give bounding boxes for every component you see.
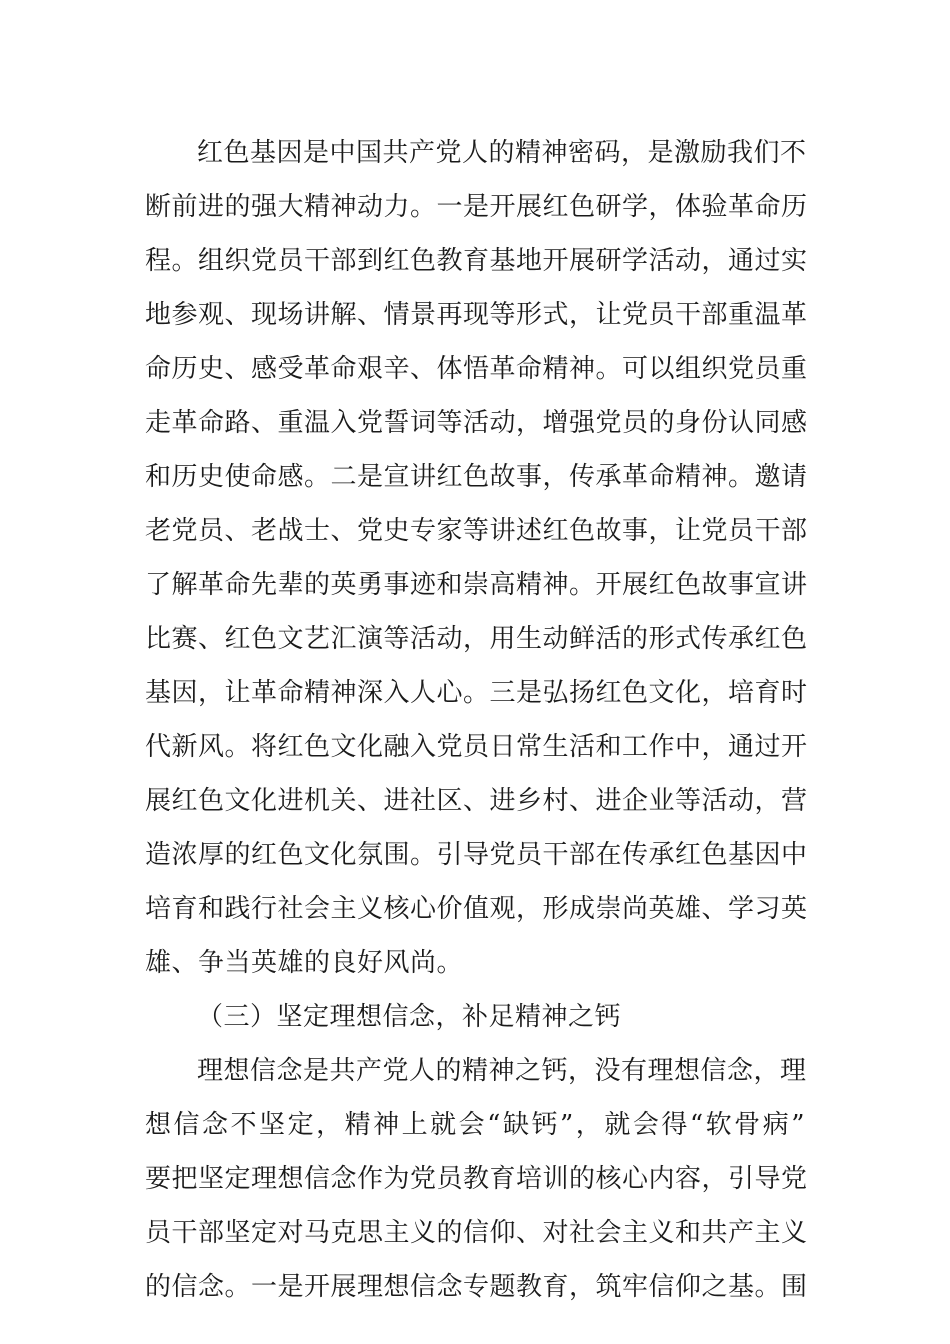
paragraph-line: 和历史使命感。二是宣讲红色故事，传承革命精神。邀请	[145, 462, 808, 492]
paragraph-line: 的信念。一是开展理想信念专题教育，筑牢信仰之基。围	[145, 1272, 808, 1302]
paragraph-line: 老党员、老战士、党史专家等讲述红色故事，让党员干部	[145, 516, 808, 546]
paragraph-line: 代新风。将红色文化融入党员日常生活和工作中，通过开	[145, 732, 808, 762]
section-heading: （三）坚定理想信念，补足精神之钙	[197, 1002, 622, 1032]
paragraph-line: 想信念不坚定，精神上就会“缺钙”，就会得“软骨病”	[145, 1110, 805, 1140]
paragraph-line: 基因，让革命精神深入人心。三是弘扬红色文化，培育时	[145, 678, 808, 708]
paragraph-line: 命历史、感受革命艰辛、体悟革命精神。可以组织党员重	[145, 354, 808, 384]
paragraph-line: 断前进的强大精神动力。一是开展红色研学，体验革命历	[145, 192, 808, 222]
paragraph-line: 程。组织党员干部到红色教育基地开展研学活动，通过实	[145, 246, 808, 276]
paragraph-line: 培育和践行社会主义核心价值观，形成崇尚英雄、学习英	[145, 894, 808, 924]
paragraph-line: 员干部坚定对马克思主义的信仰、对社会主义和共产主义	[145, 1218, 808, 1248]
paragraph-line: 雄、争当英雄的良好风尚。	[145, 948, 464, 978]
paragraph-line: 理想信念是共产党人的精神之钙，没有理想信念，理	[197, 1056, 807, 1086]
paragraph-line: 走革命路、重温入党誓词等活动，增强党员的身份认同感	[145, 408, 808, 438]
paragraph-line: 要把坚定理想信念作为党员教育培训的核心内容，引导党	[145, 1164, 808, 1194]
paragraph-line: 比赛、红色文艺汇演等活动，用生动鲜活的形式传承红色	[145, 624, 808, 654]
document-body	[145, 126, 808, 1314]
paragraph-line: 展红色文化进机关、进社区、进乡村、进企业等活动，营	[145, 786, 808, 816]
paragraph-line: 了解革命先辈的英勇事迹和崇高精神。开展红色故事宣讲	[145, 570, 808, 600]
paragraph-line: 地参观、现场讲解、情景再现等形式，让党员干部重温革	[145, 300, 808, 330]
paragraph-line: 造浓厚的红色文化氛围。引导党员干部在传承红色基因中	[145, 840, 808, 870]
paragraph-line: 红色基因是中国共产党人的精神密码，是激励我们不	[197, 138, 807, 168]
